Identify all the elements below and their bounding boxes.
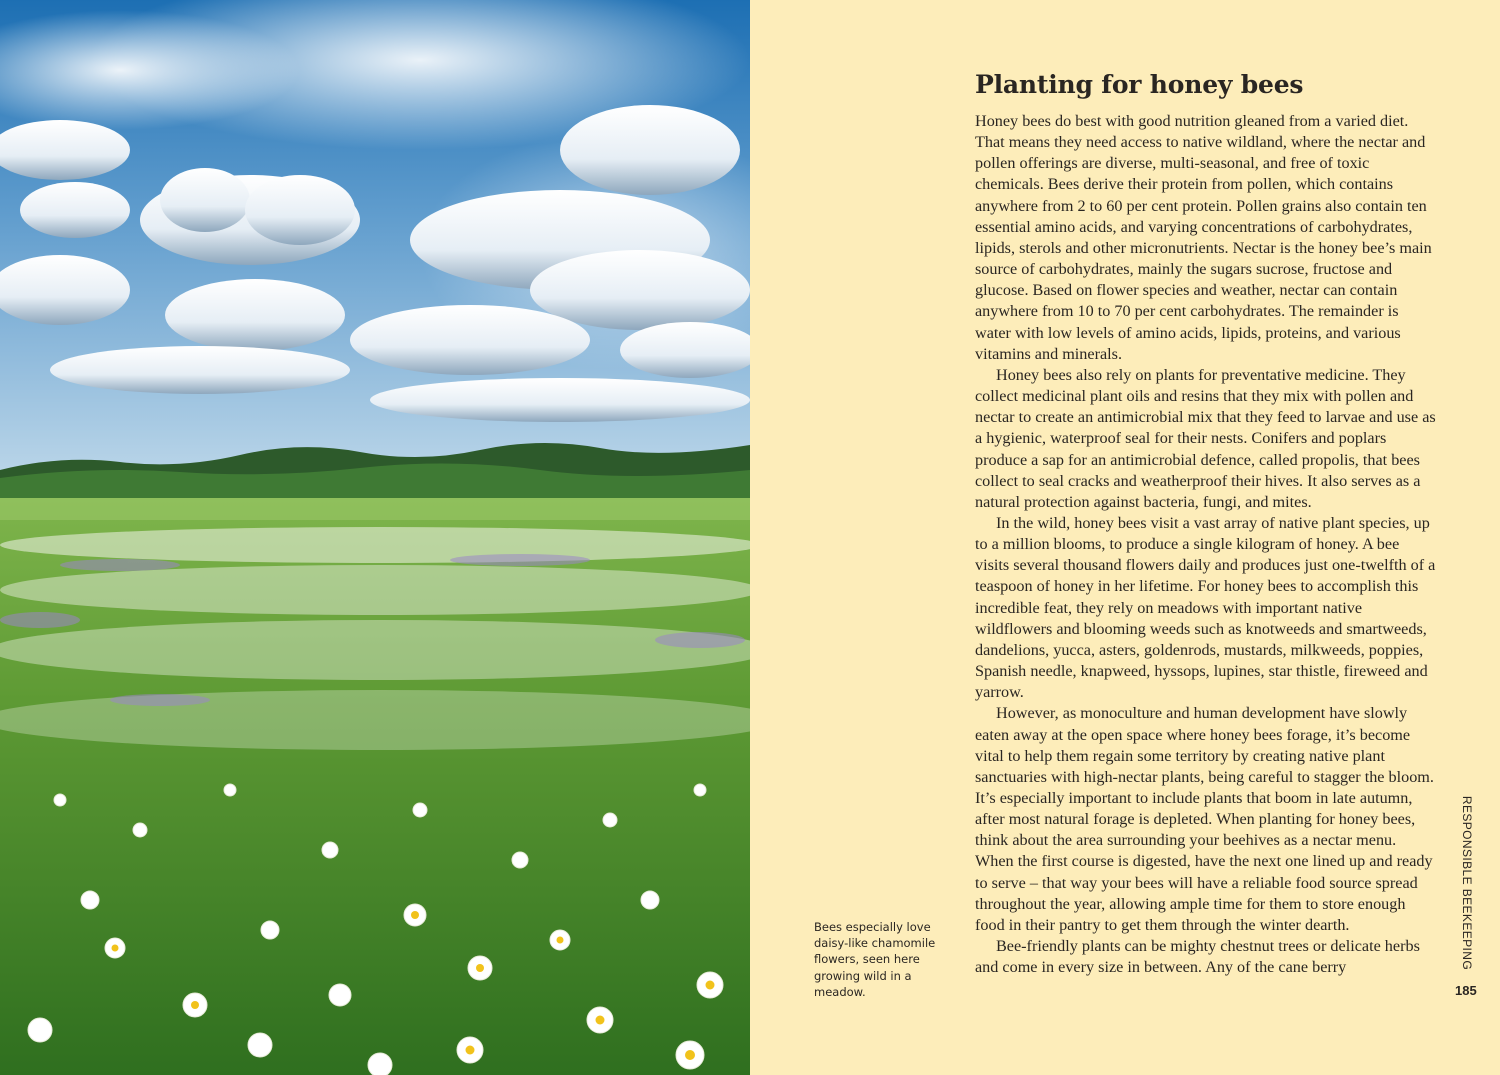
paragraph: In the wild, honey bees visit a vast array of native plant species, up to a million blooms, to produce a single kilogram of honey. A bee visits several thousand flowers daily and produces just one-twelfth of a teaspoon of honey in her lifetime. For honey bees to accomplish this incredible feat, they rely on meadows with important native wildflowers and blooming weeds such as knotweeds and smartweeds, dandelions, yucca, asters, goldenrods, mustards, milkweeds, poppies, Spanish needle, knapweed, hyssops, lupines, star thistle, fireweed and yarrow. <box>975 513 1436 702</box>
page-number: 185 <box>1455 983 1477 998</box>
body-text <box>975 111 1437 978</box>
paragraph: Bee-friendly plants can be mighty chestnut trees or delicate herbs and come in every size in between. Any of the cane berry <box>975 937 1420 977</box>
paragraph: However, as monoculture and human development have slowly eaten away at the open space where honey bees forage, it’s become vital to help them regain some territory by creating native plant sanctuaries with high-nectar plants, being careful to stagger the bloom. It’s especially important to include plants that boom in late autumn, after most natural forage is depleted. When planting for honey bees, think about the area surrounding your beehives as a nectar menu. When the first course is digested, have the next one lined up and ready to serve – that way your bees will have a reliable food source spread throughout the year, allowing ample time for them to store enough food in their pantry to get them through the winter dearth. <box>975 704 1434 934</box>
page-title: Planting for honey bees <box>975 70 1304 99</box>
paragraph: Honey bees also rely on plants for preventative medicine. They collect medicinal plant oils and resins that they mix with pollen and nectar to create an antimicrobial mix that they feed to larvae and use as a hygienic, waterproof seal for their nests. Conifers and poplars produce a sap for an antimicrobial defence, called propolis, that bees collect to seal cracks and weatherproof their hives. It also serves as a natural protection against bacteria, fungi, and mites. <box>975 365 1436 511</box>
section-label: RESPONSIBLE BEEKEEPING <box>1460 795 1474 971</box>
text-page <box>750 0 1500 1075</box>
paragraph: Honey bees do best with good nutrition gleaned from a varied diet. That means they need access to native wildland, where the nectar and pollen offerings are diverse, multi-seasonal, and free of toxic chemicals. Bees derive their protein from pollen, which contains anywhere from 2 to 60 per cent protein. Pollen grains also contain ten essential amino acids, and varying concentrations of carbohydrates, lipids, sterols and other micronutrients. Nectar is the honey bee’s main source of carbohydrates, mainly the sugars sucrose, fructose and glucose. Based on flower species and weather, nectar can contain anywhere from 10 to 70 per cent carbohydrates. The remainder is water with low levels of amino acids, lipids, proteins, and various vitamins and minerals. <box>975 112 1432 363</box>
photo-caption: Bees especially love daisy-like chamomile flowers, seen here growing wild in a meadow. <box>814 920 936 999</box>
